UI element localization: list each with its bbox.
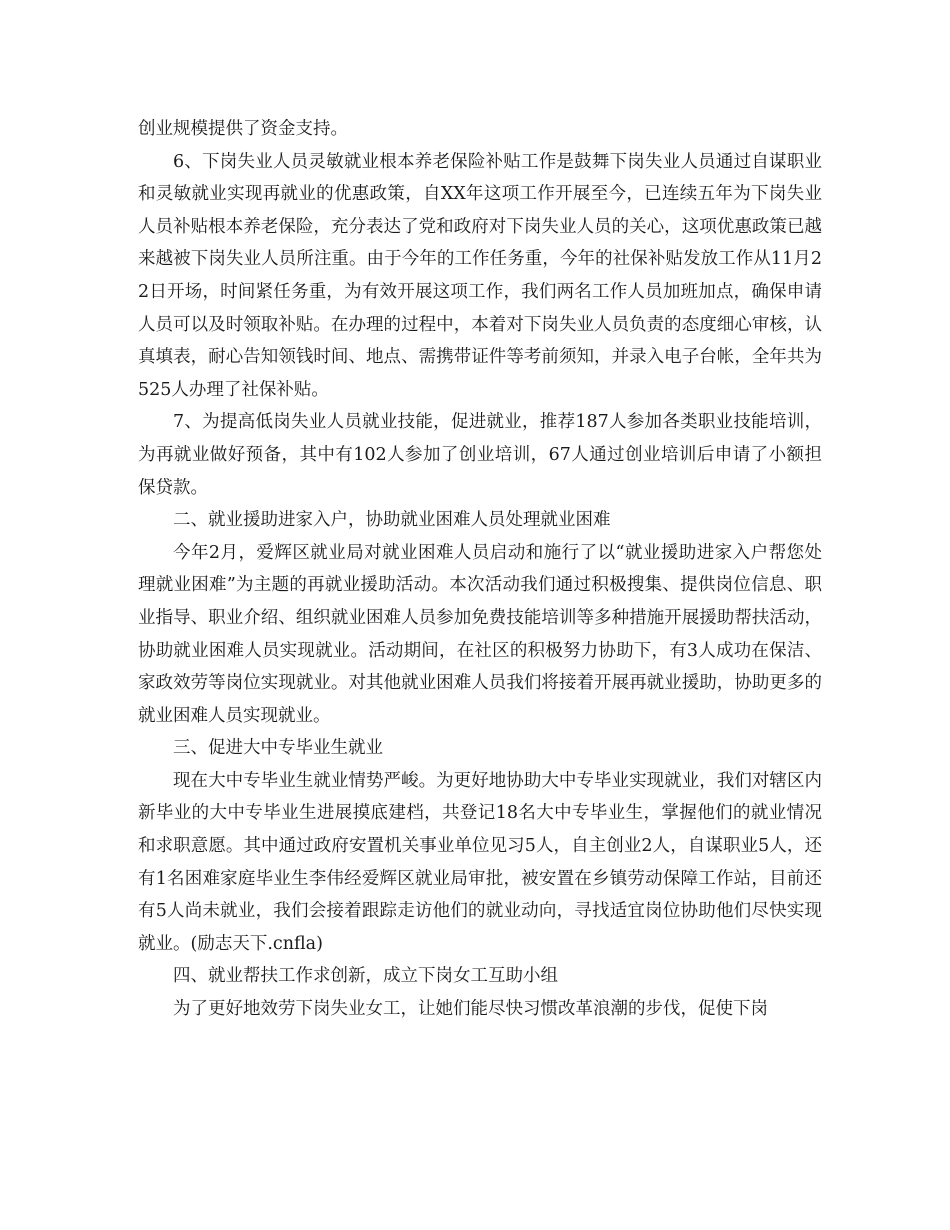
section-heading-4: 四、就业帮扶工作求创新，成立下岗女工互助小组 <box>173 966 558 987</box>
paragraph-item-6: 6、下岗失业人员灵敏就业根本养老保险补贴工作是鼓舞下岗失业人员通过自谋职业和灵敏就业实现再就业的优惠政策，自XX年这项工作开展至今，已连续五年为下岗失业人员补贴根本养老保险，充分表达了党和政府对下岗失业人员的关心，这项优惠政策已越来越被下岗失业人员所注重。由于今年的工作任务重，今年的社保补贴发放工作从11月22日开场，时间紧任务重，为有效开展这项工作，我们两名工作人员加班加点，确保申请人员可以及时领取补贴。在办理的过程中，本着对下岗失业人员负责的态度细心审核，认真填表，耐心告知领钱时间、地点、需携带证件等考前须知，并录入电子台帐，全年共为525人办理了社保补贴。 <box>138 151 822 400</box>
document-page <box>138 113 822 1026</box>
paragraph-continuation: 创业规模提供了资金支持。 <box>138 119 348 139</box>
section-heading-2: 二、就业援助进家入户，协助就业困难人员处理就业困难 <box>173 510 611 531</box>
paragraph-graduates: 现在大中专毕业生就业情势严峻。为更好地协助大中专毕业实现就业，我们对辖区内新毕业的大中专毕业生进展摸底建档，共登记18名大中专毕业生，掌握他们的就业情况和求职意愿。其中通过政府安置机关事业单位见习5人，自主创业2人，自谋职业5人，还有1名困难家庭毕业生李伟经爱辉区就业局审批，被安置在乡镇劳动保障工作站，目前还有5人尚未就业，我们会接着跟踪走访他们的就业动向，寻找适宜岗位协助他们尽快实现就业。(励志天下.cnfla) <box>138 770 822 954</box>
paragraph-women-workers: 为了更好地效劳下岗失业女工，让她们能尽快习惯改革浪潮的步伐，促使下岗 <box>173 999 768 1020</box>
paragraph-employment-aid: 今年2月，爱辉区就业局对就业困难人员启动和施行了以“就业援助进家入户帮您处理就业困难”为主题的再就业援助活动。本次活动我们通过积极搜集、提供岗位信息、职业指导、职业介绍、组织就业困难人员参加免费技能培训等多种措施开展援助帮扶活动，协助就业困难人员实现就业。活动期间，在社区的积极努力协助下，有3人成功在保洁、家政效劳等岗位实现就业。对其他就业困难人员我们将接着开展再就业援助，协助更多的就业困难人员实现就业。 <box>138 542 822 726</box>
paragraph-item-7: 7、为提高低岗失业人员就业技能，促进就业，推荐187人参加各类职业技能培训，为再就业做好预备，其中有102人参加了创业培训，67人通过创业培训后申请了小额担保贷款。 <box>138 412 822 498</box>
section-heading-3: 三、促进大中专毕业生就业 <box>173 738 383 759</box>
